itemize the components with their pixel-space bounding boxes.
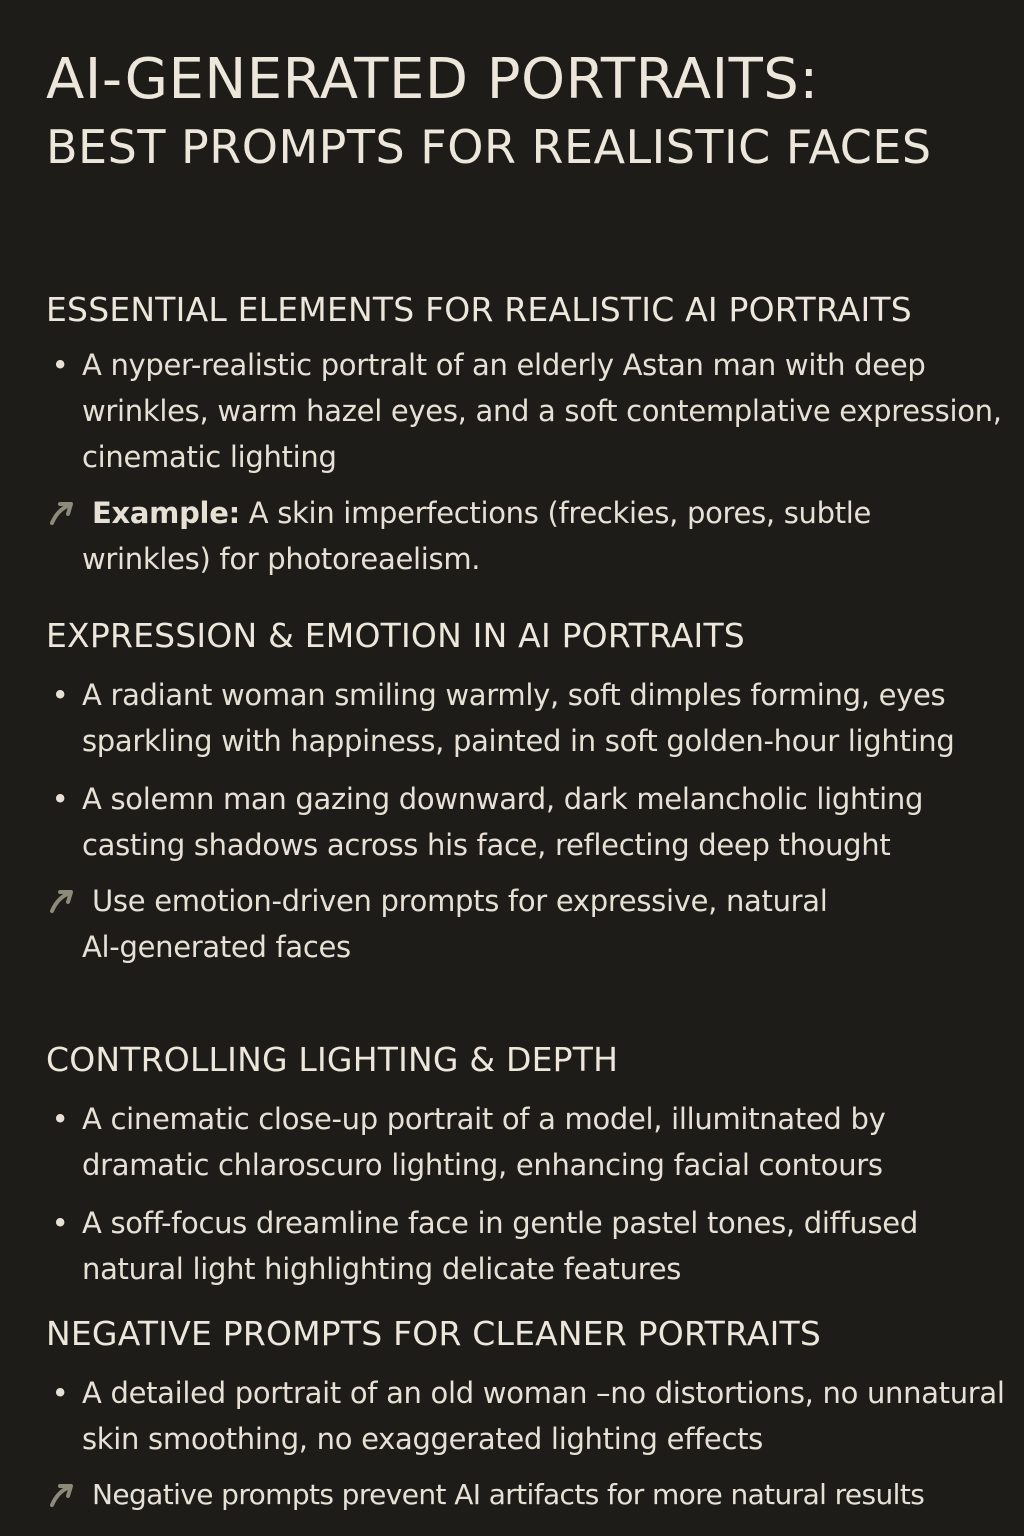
list-item-text: A detailed portrait of an old woman –no distortions, no unnatural skin smoothing, no exaggerated lighting effects: [82, 1376, 1005, 1456]
section-expression-emotion: [46, 616, 1016, 970]
section-essential-elements: [46, 290, 1016, 582]
section-heading: EXPRESSION & EMOTION IN AI PORTRAITS: [46, 616, 745, 655]
section-heading: ESSENTIAL ELEMENTS FOR REALISTIC AI PORTRAITS: [46, 290, 912, 329]
section-heading: CONTROLLING LIGHTING & DEPTH: [46, 1040, 619, 1079]
section-lighting-depth: [46, 1040, 1016, 1292]
bullet-icon: •: [51, 678, 69, 712]
list-item-text: A solemn man gazing downward, dark melancholic lighting casting shadows across his face, reflecting deep thought: [82, 782, 924, 862]
list-item-text: A soff-focus dreamline face in gentle pastel tones, diffused natural light highlighting delicate features: [82, 1206, 918, 1286]
section-heading: NEGATIVE PROMPTS FOR CLEANER PORTRAITS: [46, 1314, 822, 1353]
section-negative-prompts: [46, 1314, 1016, 1518]
bullet-icon: •: [51, 1206, 69, 1240]
note-text-line-1: A skin imperfections (freckies, pores, subtle: [248, 496, 872, 530]
list-item-text: A nyper-realistic portralt of an elderly Astan man with deep wrinkles, warm hazel eyes, and a soft contemplative expression, cinematic lighting: [82, 348, 1002, 474]
note-label: Example:: [92, 496, 240, 530]
list-item: [46, 1096, 1016, 1188]
note-text-line-2: Al-generated faces: [82, 930, 351, 964]
list-item: [46, 1200, 1016, 1292]
arrow-up-right-icon: [48, 499, 76, 527]
bullet-icon: •: [51, 1376, 69, 1410]
arrow-up-right-icon: [48, 1481, 76, 1509]
page-title: [46, 48, 1016, 176]
list-item: [46, 1370, 1016, 1462]
arrow-up-right-icon: [48, 887, 76, 915]
list-item: [46, 672, 1016, 764]
note-example: [46, 490, 1016, 582]
list-item: [46, 342, 1016, 480]
list-item: [46, 776, 1016, 868]
list-item-text: A cinematic close-up portrait of a model, illumitnated by dramatic chlaroscuro lighting, enhancing facial contours: [82, 1102, 886, 1182]
bullet-icon: •: [51, 782, 69, 816]
note-tip: [46, 1472, 1016, 1518]
note-text-line-1: Use emotion-driven prompts for expressive, natural: [92, 884, 828, 918]
title-line-1: AI-GENERATED PORTRAITS:: [46, 47, 819, 112]
note-tip: [46, 878, 1016, 970]
bullet-icon: •: [51, 348, 69, 382]
note-text-line-2: wrinkles) for photoreaelism.: [82, 542, 481, 576]
note-text-line-1: Negative prompts prevent AI artifacts for more natural results: [92, 1478, 925, 1511]
list-item-text: A radiant woman smiling warmly, soft dimples forming, eyes sparkling with happiness, painted in soft golden-hour lighting: [82, 678, 955, 758]
bullet-icon: •: [51, 1102, 69, 1136]
title-line-2: BEST PROMPTS FOR REALISTIC FACES: [46, 120, 932, 174]
